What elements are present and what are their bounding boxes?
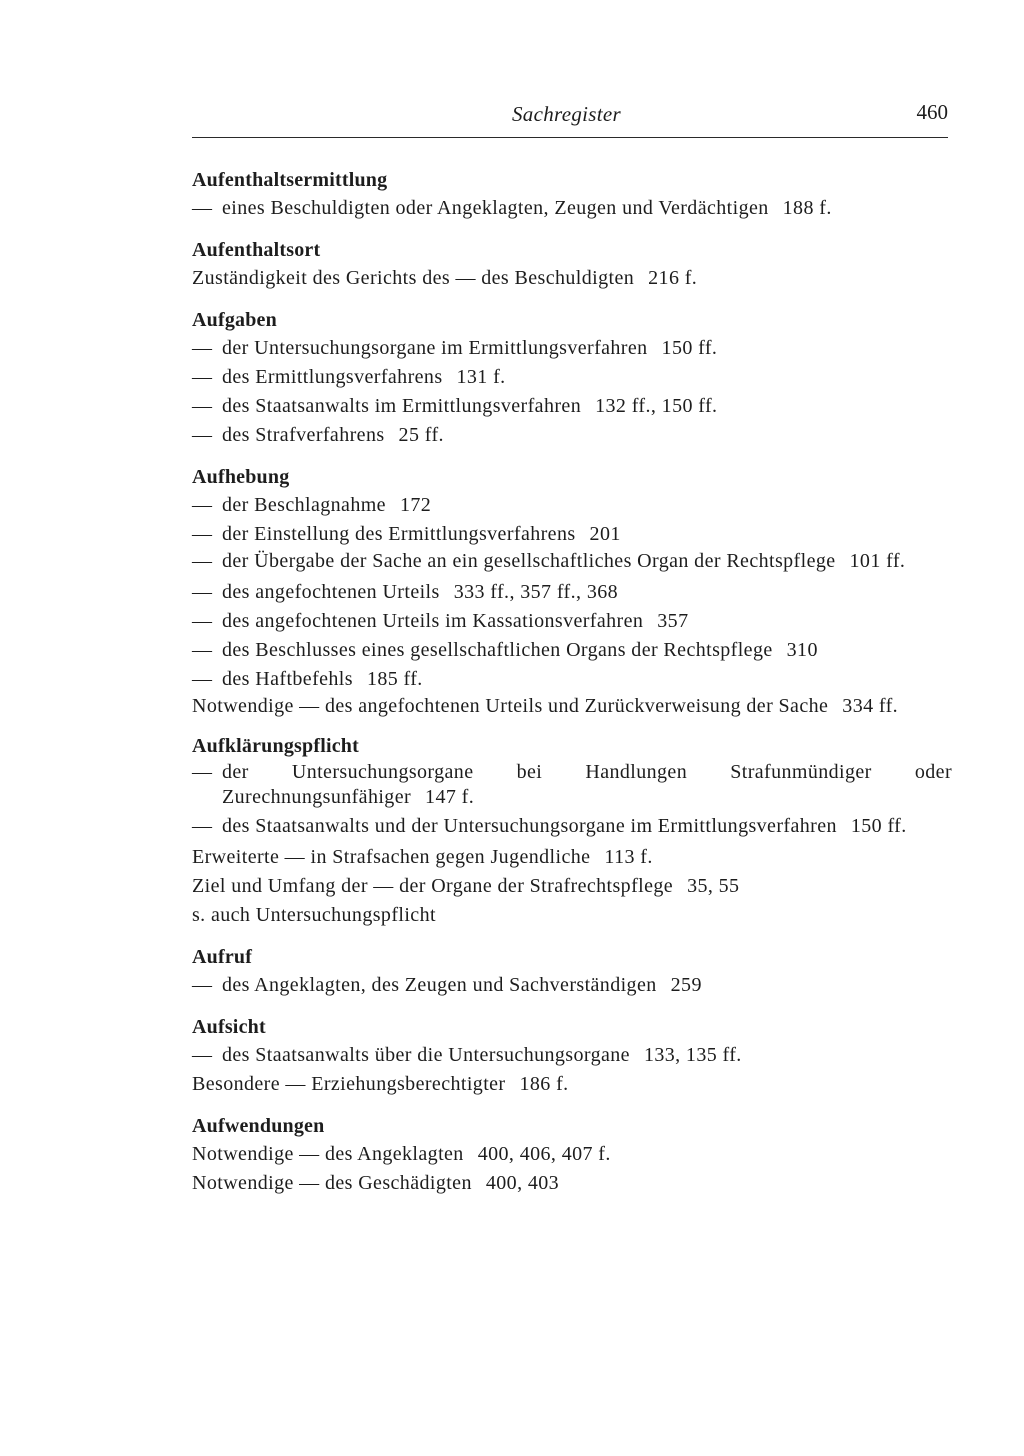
- page-reference: 357: [657, 610, 689, 632]
- page-reference: 172: [399, 494, 432, 516]
- subentry-text: des Staatsanwalts und der Untersuchungsorgane im Ermittlungsverfahren: [222, 815, 837, 837]
- subentry: [192, 760, 952, 810]
- running-header: [192, 100, 948, 130]
- subentry: [192, 1169, 952, 1198]
- subentry-text: des Staatsanwalts über die Untersuchungsorgane: [222, 1044, 630, 1066]
- subentry: [192, 421, 952, 450]
- page-reference: 259: [670, 974, 702, 996]
- subentry: [192, 843, 952, 872]
- subentry-text: des Haftbefehls: [222, 668, 353, 690]
- subentry: [192, 491, 952, 520]
- dash-glyph: —: [192, 639, 213, 661]
- subentry: [192, 363, 952, 392]
- subentry-text: Ziel und Umfang der — der Organe der Strafrechtspflege: [192, 875, 674, 897]
- index-entry: [192, 306, 952, 450]
- dash-glyph: —: [192, 815, 213, 837]
- page-reference: 333 ff., 357 ff., 368: [453, 581, 619, 603]
- subentry-text: Zuständigkeit des Gerichts des — des Beschuldigten: [192, 267, 635, 289]
- page-reference: 201: [589, 523, 621, 545]
- page-reference: 35, 55: [687, 875, 740, 897]
- index-entry: [192, 166, 952, 223]
- page-reference: 147 f.: [425, 786, 475, 808]
- subentry: [192, 334, 952, 363]
- page-reference: 185 ff.: [366, 668, 423, 690]
- dash-glyph: —: [192, 668, 213, 690]
- page-reference: 133, 135 ff.: [643, 1044, 742, 1066]
- dash-glyph: —: [192, 366, 213, 388]
- entry-heading: Aufklärungspflicht: [192, 735, 359, 757]
- index-entry: [192, 1013, 952, 1099]
- subentry: [192, 1070, 952, 1099]
- subentry-text: der Untersuchungsorgane bei Handlungen Strafunmündiger oder Zurechnungsunfähiger: [222, 761, 952, 808]
- subentry-text: Notwendige — des Angeklagten: [192, 1143, 464, 1165]
- page-reference: 334 ff.: [842, 695, 899, 717]
- index-entry: [192, 1112, 952, 1198]
- dash-glyph: —: [192, 395, 213, 417]
- subject-index: [192, 166, 952, 1211]
- page-number: 460: [916, 100, 948, 124]
- subentry-text: eines Beschuldigten oder Angeklagten, Zeugen und Verdächtigen: [222, 197, 769, 219]
- subentry-text: s. auch Untersuchungspflicht: [192, 904, 436, 926]
- subentry: [192, 971, 952, 1000]
- index-entry: [192, 463, 952, 719]
- entry-heading: Aufsicht: [192, 1016, 266, 1038]
- subentry: [192, 665, 952, 694]
- index-entry: [192, 732, 952, 930]
- page-reference: 132 ff., 150 ff.: [595, 395, 718, 417]
- dash-glyph: —: [192, 550, 213, 572]
- entry-heading: Aufgaben: [192, 309, 277, 331]
- subentry-text: der Beschlagnahme: [222, 494, 386, 516]
- subentry-text: der Untersuchungsorgane im Ermittlungsverfahren: [222, 337, 648, 359]
- dash-glyph: —: [192, 494, 213, 516]
- subentry-text: Notwendige — des Geschädigten: [192, 1172, 472, 1194]
- header-title: Sachregister: [512, 102, 621, 126]
- entry-heading: Aufenthaltsermittlung: [192, 169, 388, 191]
- subentry: [192, 636, 952, 665]
- subentry-text: des Beschlusses eines gesellschaftlichen Organs der Rechtspflege: [222, 639, 773, 661]
- entry-heading: Aufenthaltsort: [192, 239, 321, 261]
- page-reference: 216 f.: [648, 267, 698, 289]
- subentry-text: des Angeklagten, des Zeugen und Sachverständigen: [222, 974, 657, 996]
- subentry: [192, 1041, 952, 1070]
- subentry-text: der Übergabe der Sache an ein gesellschaftliches Organ der Rechtspflege: [222, 550, 836, 572]
- page-reference: 25 ff.: [398, 424, 444, 446]
- subentry-text: des Ermittlungsverfahrens: [222, 366, 443, 388]
- page-reference: 400, 403: [485, 1172, 560, 1194]
- subentry: [192, 607, 952, 636]
- subentry-text: des angefochtenen Urteils im Kassationsverfahren: [222, 610, 644, 632]
- page-reference: 400, 406, 407 f.: [477, 1143, 611, 1165]
- header-rule: [192, 137, 948, 138]
- dash-glyph: —: [192, 610, 213, 632]
- subentry-text: des Staatsanwalts im Ermittlungsverfahren: [222, 395, 582, 417]
- subentry: [192, 392, 952, 421]
- subentry: [192, 549, 952, 574]
- subentry: [192, 264, 952, 293]
- dash-glyph: —: [192, 197, 213, 219]
- subentry: [192, 578, 952, 607]
- subentry-text: Notwendige — des angefochtenen Urteils und Zurückverweisung der Sache: [192, 695, 829, 717]
- page-reference: 150 ff.: [850, 815, 907, 837]
- dash-glyph: —: [192, 761, 213, 783]
- index-entry: [192, 236, 952, 293]
- subentry-text: Erweiterte — in Strafsachen gegen Jugendliche: [192, 846, 591, 868]
- subentry: [192, 520, 952, 549]
- page-reference: 186 f.: [519, 1073, 569, 1095]
- subentry-text: des Strafverfahrens: [222, 424, 385, 446]
- entry-heading: Aufruf: [192, 946, 253, 968]
- page-reference: 131 f.: [456, 366, 506, 388]
- subentry: [192, 694, 952, 719]
- entry-heading: Aufwendungen: [192, 1115, 325, 1137]
- page-reference: 113 f.: [604, 846, 653, 868]
- page-reference: 188 f.: [782, 197, 832, 219]
- subentry: [192, 1140, 952, 1169]
- subentry: [192, 872, 952, 901]
- dash-glyph: —: [192, 1044, 213, 1066]
- dash-glyph: —: [192, 337, 213, 359]
- subentry-text: des angefochtenen Urteils: [222, 581, 440, 603]
- cross-reference: [192, 901, 952, 930]
- page-reference: 101 ff.: [849, 550, 906, 572]
- subentry-text: der Einstellung des Ermittlungsverfahrens: [222, 523, 576, 545]
- page-reference: 310: [786, 639, 818, 661]
- subentry-text: Besondere — Erziehungsberechtigter: [192, 1073, 506, 1095]
- dash-glyph: —: [192, 581, 213, 603]
- index-entry: [192, 943, 952, 1000]
- subentry: [192, 814, 952, 839]
- dash-glyph: —: [192, 523, 213, 545]
- dash-glyph: —: [192, 424, 213, 446]
- page-reference: 150 ff.: [661, 337, 718, 359]
- dash-glyph: —: [192, 974, 213, 996]
- subentry: [192, 194, 952, 223]
- entry-heading: Aufhebung: [192, 466, 290, 488]
